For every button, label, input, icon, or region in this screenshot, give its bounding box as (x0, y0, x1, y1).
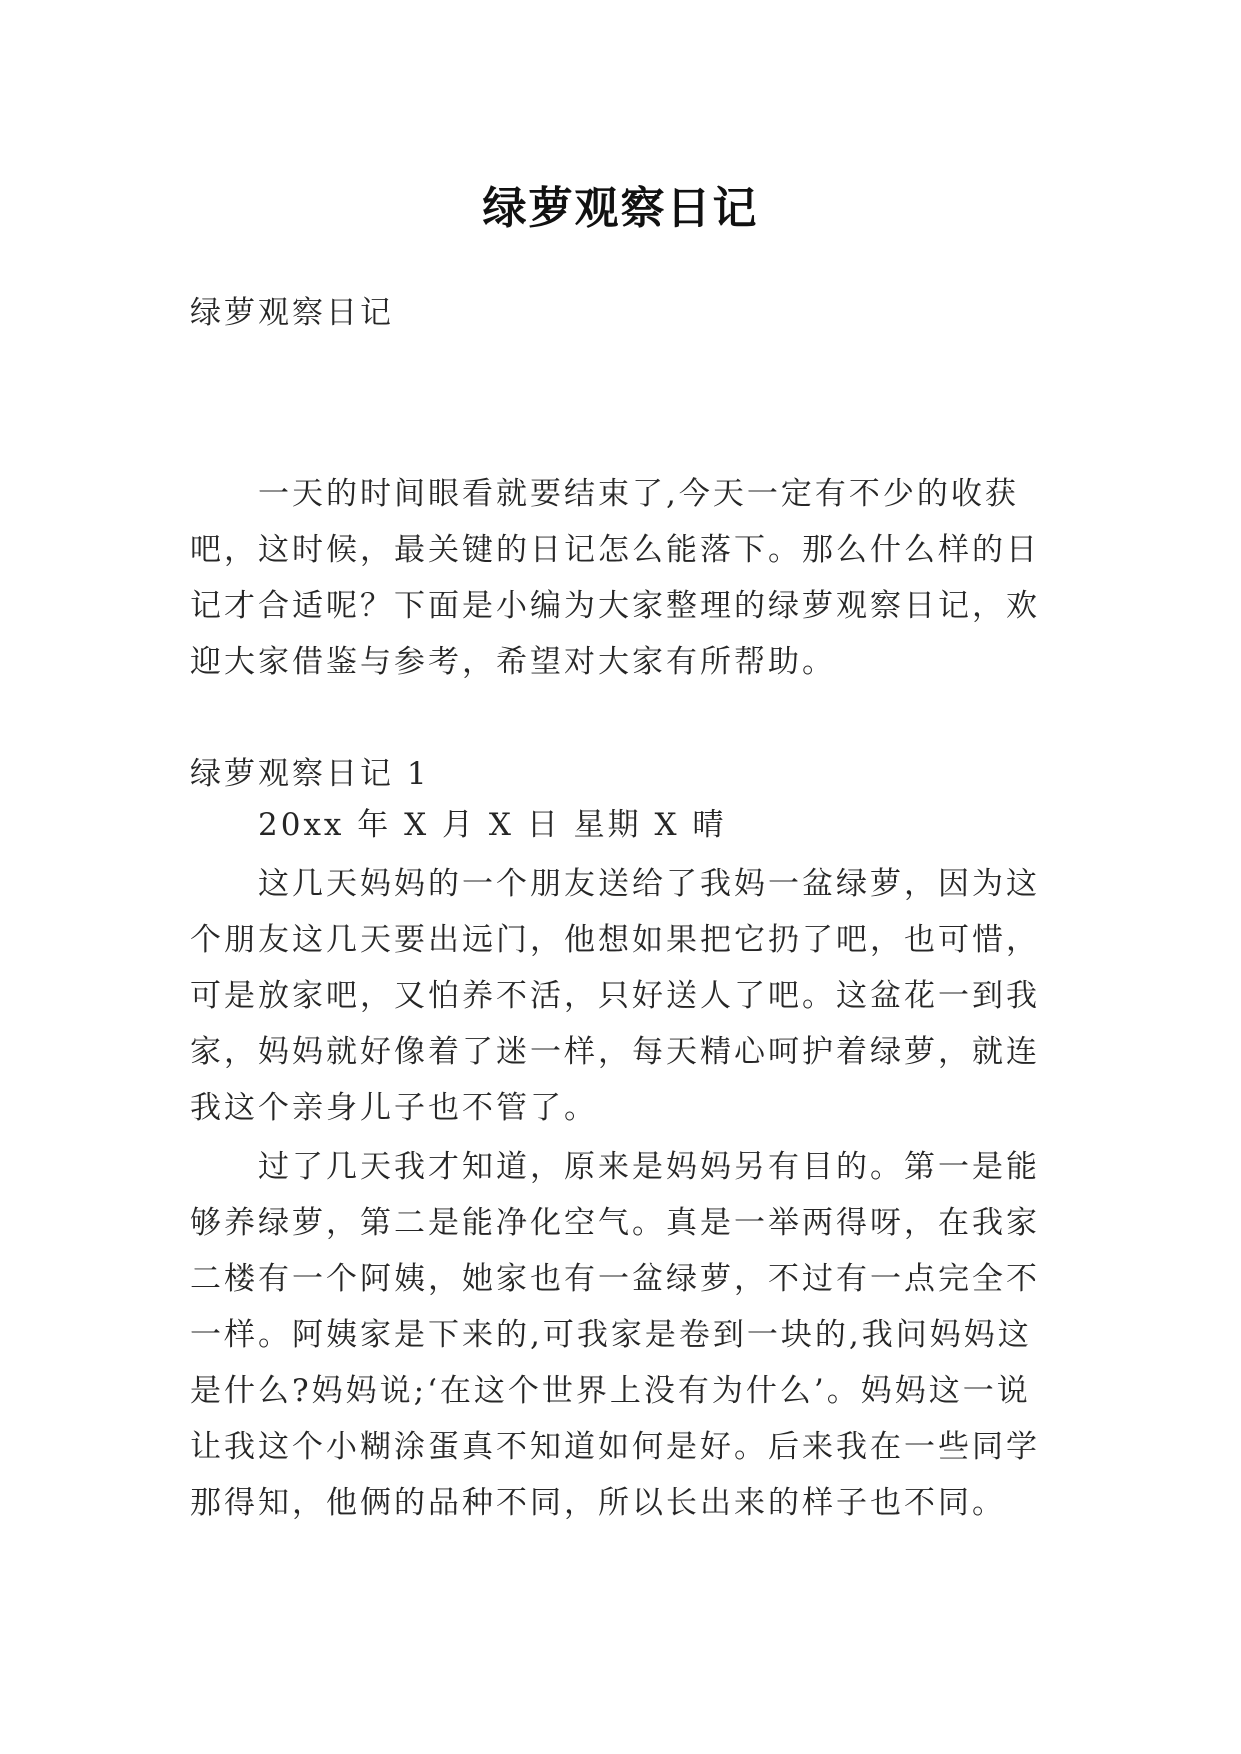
document-title: 绿萝观察日记 (482, 183, 759, 235)
document-subtitle: 绿萝观察日记 (190, 295, 394, 331)
body-paragraph: 过了几天我才知道，原来是妈妈另有目的。第一是能够养绿萝，第二是能净化空气。真是一举两得呀，在我家二楼有一个阿姨，她家也有一盆绿萝，不过有一点完全不一样。阿姨家是下来的,可我家是卷到一块的,我问妈妈这是什么?妈妈说;‘在这个世界上没有为什么’。妈妈这一说让我这个小糊涂蛋真不知道如何是好。后来我在一些同学那得知，他俩的品种不同，所以长出来的样子也不同。 (190, 1149, 1040, 1521)
body-paragraph: 这几天妈妈的一个朋友送给了我妈一盆绿萝，因为这个朋友这几天要出远门，他想如果把它扔了吧，也可惜，可是放家吧，又怕养不活，只好送人了吧。这盆花一到我家，妈妈就好像着了迷一样，每天精心呵护着绿萝，就连我这个亲身儿子也不管了。 (190, 866, 1040, 1126)
entry-date: 20xx 年 X 月 X 日 星期 X 晴 (258, 807, 727, 843)
intro-paragraph: 一天的时间眼看就要结束了,今天一定有不少的收获吧，这时候，最关键的日记怎么能落下。那么什么样的日记才合适呢？下面是小编为大家整理的绿萝观察日记，欢迎大家借鉴与参考，希望对大家有所帮助。 (190, 476, 1040, 680)
entry-heading: 绿萝观察日记 1 (190, 756, 430, 792)
